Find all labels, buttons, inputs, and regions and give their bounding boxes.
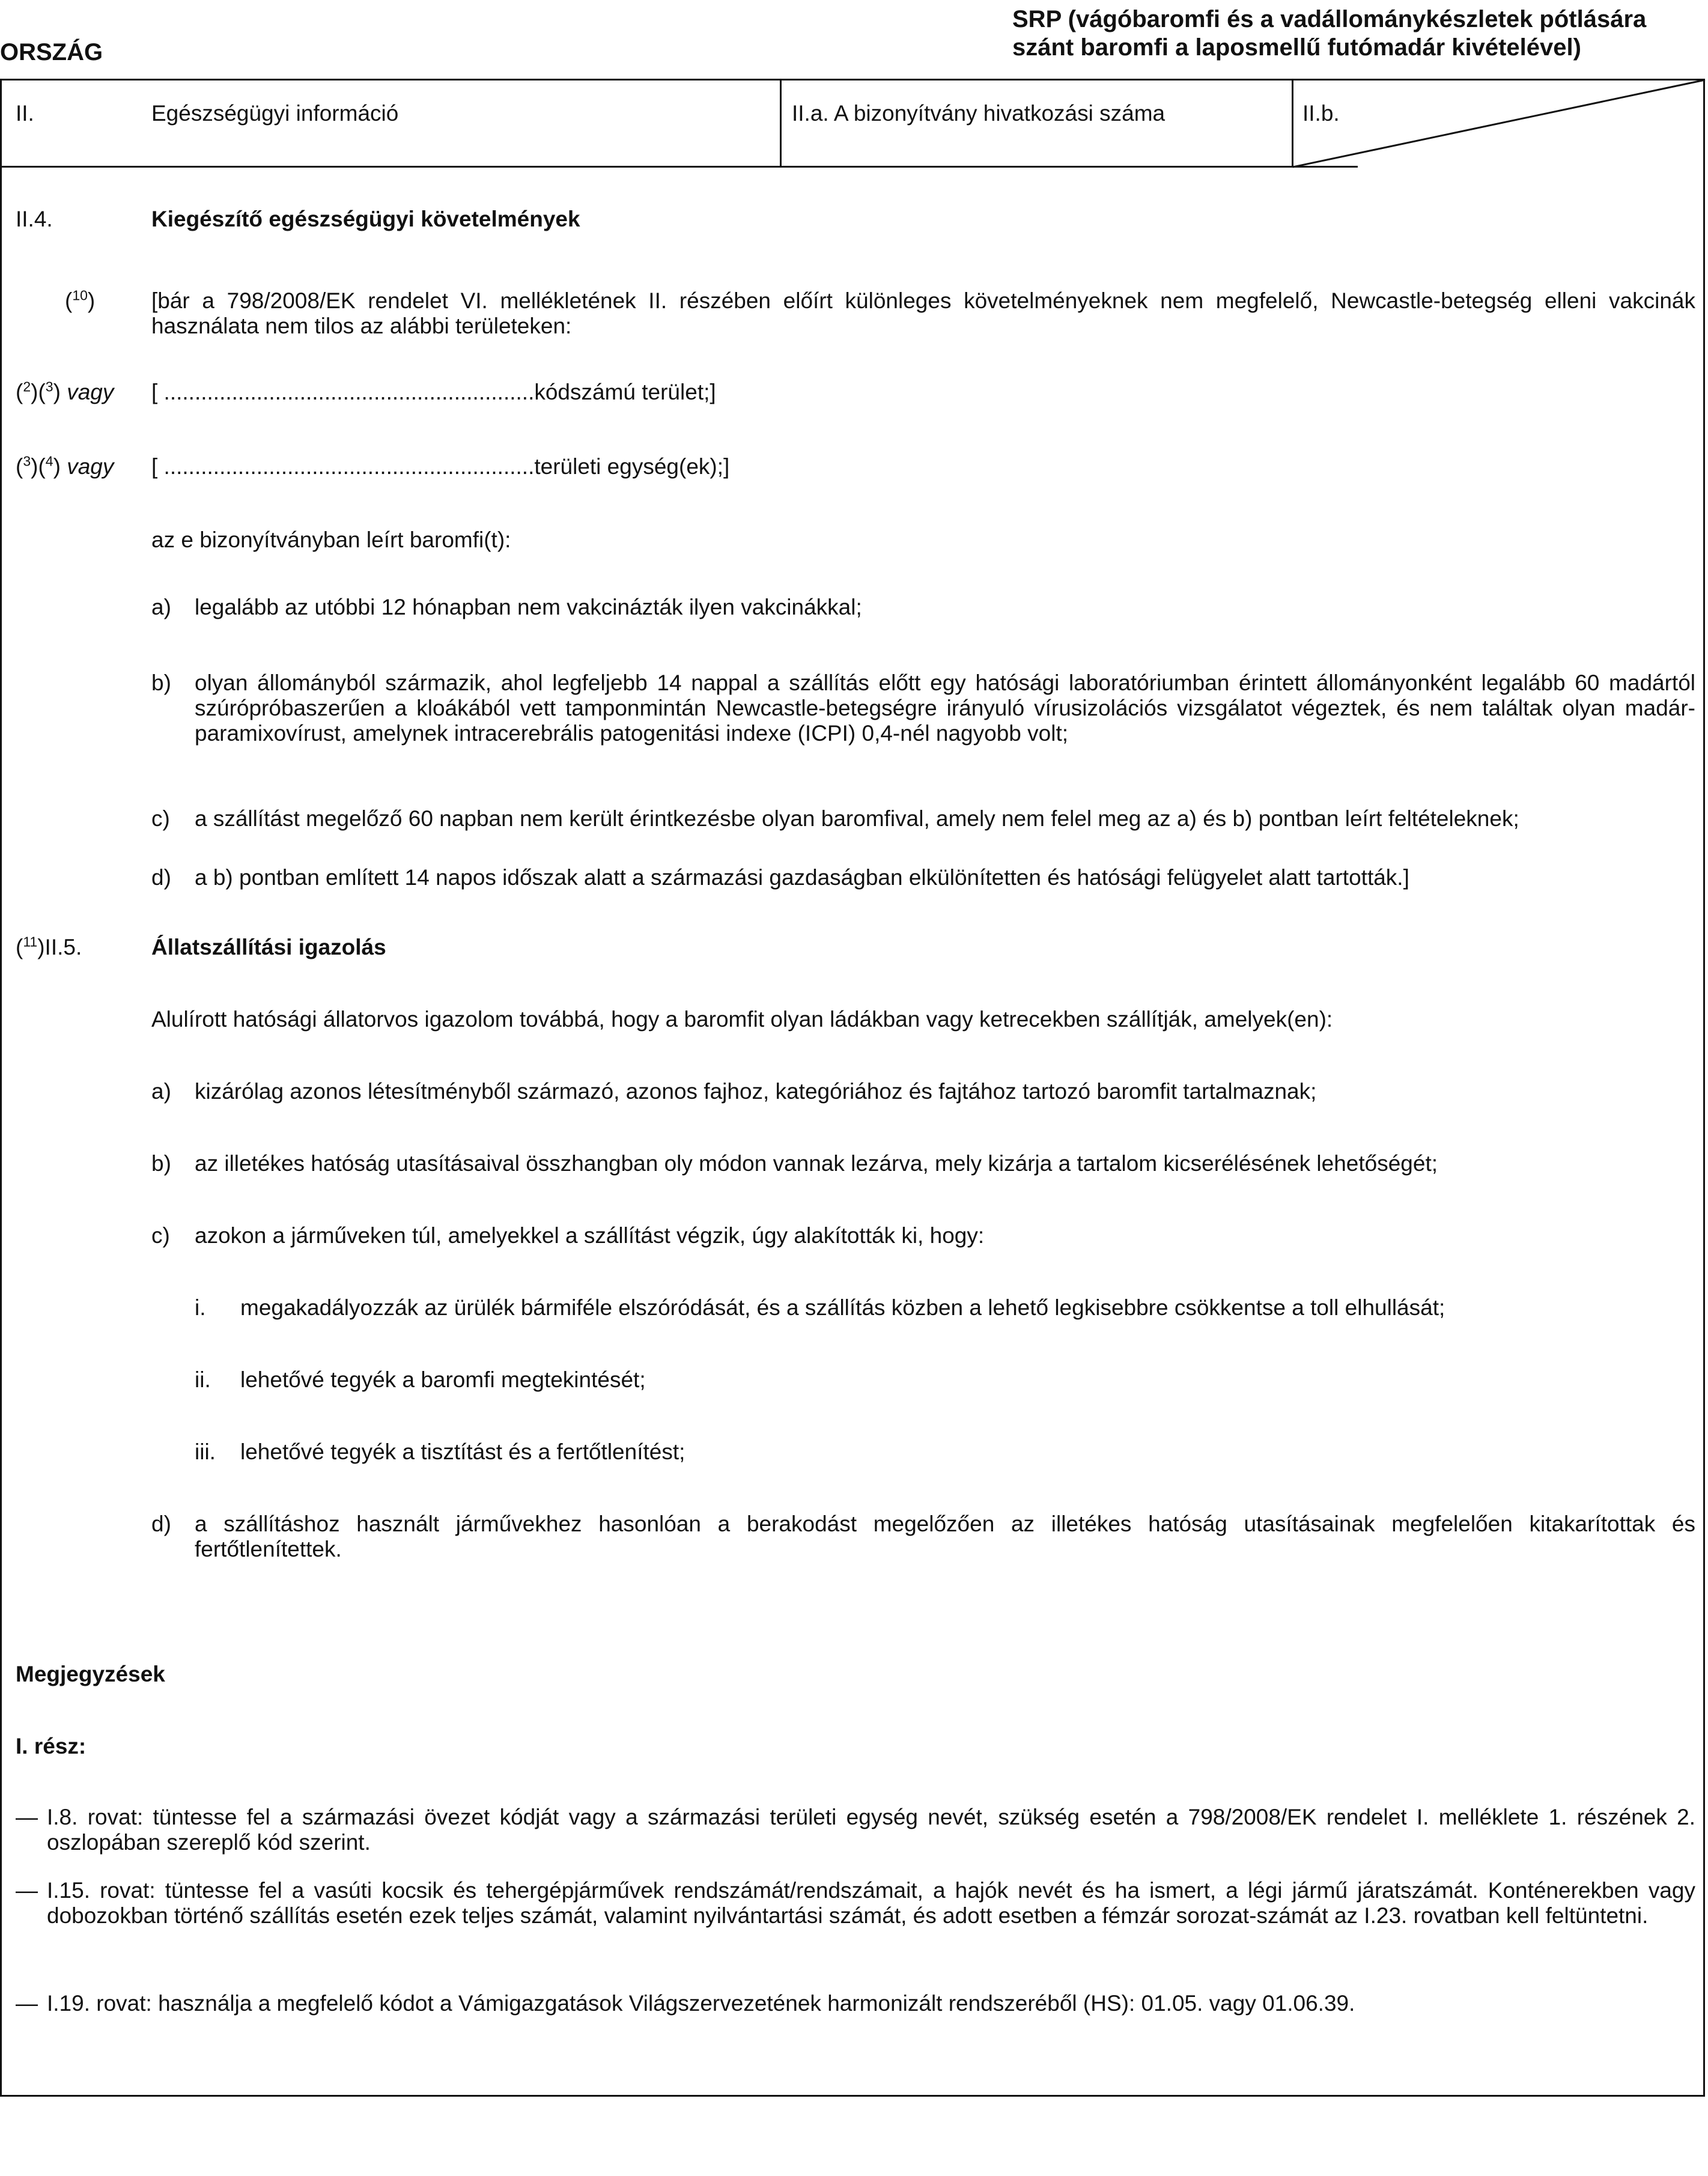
certificate-title: SRP (vágóbaromfi és a vadállománykészletek pótlására szánt baromfi a laposmellű futómadár kivételével) [1012, 6, 1647, 61]
table-col-iib: II.b. [1302, 101, 1340, 126]
notes-part-label: I. rész: [16, 1734, 87, 1758]
table-col-section: II. [16, 101, 34, 126]
sub-list-item: megakadályozzák az ürülék bármiféle elszóródását, és a szállítás közben a lehető legkisebbre csökkentse a toll elhullását; [240, 1295, 1445, 1320]
note-dash: — [16, 1805, 38, 1829]
footnote-ref: ($^{10}$) [65, 287, 96, 313]
subitem-label: iii. [195, 1439, 216, 1464]
table-col-title: Egészségügyi információ [151, 101, 399, 126]
note-item: I.8. rovat: tüntesse fel a származási övezet kódját vagy a származási területi egység nevét, szükség esetén a 798/2008/EK rendelet I. melléklete 1. részének 2. oszlopában szereplő kód szerint. [47, 1805, 1695, 1855]
country-label: ORSZÁG [0, 39, 103, 65]
list-item: a b) pontban említett 14 napos időszak alatt a származási gazdaságban elkülönítetten és hatósági felügyelet alatt tartották.] [195, 865, 1409, 890]
sub-list-item: lehetővé tegyék a baromfi megtekintését; [240, 1367, 646, 1392]
note-item: I.19. rovat: használja a megfelelő kódot a Vámigazgatások Világszervezetének harmonizált rendszeréből (HS): 01.05. vagy 01.06.39. [47, 1991, 1355, 2016]
item-label: d) [151, 1512, 171, 1536]
paragraph: az e bizonyítványban leírt baromfi(t): [151, 527, 511, 552]
item-label: c) [151, 806, 170, 831]
option-label: ($^3$)($^4$) vagy [16, 453, 114, 479]
list-item: olyan állományból származik, ahol legfeljebb 14 nappal a szállítás előtt egy hatósági laboratóriumban érintett állományonként legalább 60 madártól szúrópróbaszerűen a kloákából vett tamponmintán Newcastle-betegségre irányuló vírusizolációs vizsgálatot végeztek, és nem találtak olyan madár-paramixovírust, amelynek intracerebrális patogenitási indexe (ICPI) 0,4-nél nagyobb volt; [195, 670, 1695, 746]
item-label: b) [151, 1151, 171, 1176]
section-title: Állatszállítási igazolás [151, 935, 386, 959]
fill-line: [ ............................................................területi egység(ek);] [151, 454, 730, 479]
note-item: I.15. rovat: tüntesse fel a vasúti kocsik és tehergépjárművek rendszámát/rendszámait, a hajók nevét és ha ismert, a légi jármű járatszámát. Konténerekben vagy dobozokban történő szállítás esetén ezek teljes számát, valamint nyilvántartási számát, és adott esetben a fémzár sorozat-számát az I.23. rovatban kell feltüntetni. [47, 1878, 1695, 1928]
note-dash: — [16, 1991, 38, 2016]
paragraph: Alulírott hatósági állatorvos igazolom továbbá, hogy a baromfit olyan ládákban vagy ketrecekben szállítják, amelyek(en): [151, 1007, 1333, 1032]
item-label: a) [151, 595, 171, 619]
note-dash: — [16, 1878, 38, 1903]
list-item: legalább az utóbbi 12 hónapban nem vakcinázták ilyen vakcinákkal; [195, 595, 862, 619]
item-label: a) [151, 1079, 171, 1104]
list-item: kizárólag azonos létesítményből származó, azonos fajhoz, kategóriához és fajtához tartozó baromfit tartalmaznak; [195, 1079, 1317, 1104]
subitem-label: ii. [195, 1367, 211, 1392]
sub-list-item: lehetővé tegyék a tisztítást és a fertőtlenítést; [240, 1439, 685, 1464]
list-item: a szállítást megelőző 60 napban nem került érintkezésbe olyan baromfival, amely nem felel meg az a) és b) pontban leírt feltételeknek; [195, 806, 1519, 831]
item-label: b) [151, 670, 171, 695]
notes-title: Megjegyzések [16, 1662, 165, 1686]
table-col-reference: II.a. A bizonyítvány hivatkozási száma [792, 101, 1166, 126]
fill-line: [ ............................................................kódszámú terület;] [151, 380, 716, 404]
option-label: ($^2$)($^3$) vagy [16, 378, 114, 404]
diagonal-rule [1292, 79, 1706, 169]
section-number: II.4. [16, 207, 53, 231]
section-title: Kiegészítő egészségügyi követelmények [151, 207, 580, 231]
list-item: az illetékes hatóság utasításaival összhangban oly módon vannak lezárva, mely kizárja a tartalom kicserélésének lehetőségét; [195, 1151, 1438, 1176]
paragraph: [bár a 798/2008/EK rendelet VI. mellékletének II. részében előírt különleges követelményeknek nem megfelelő, Newcastle-betegség elleni vakcinák használata nem tilos az alábbi területeken: [151, 288, 1695, 338]
item-label: c) [151, 1223, 170, 1248]
subitem-label: i. [195, 1295, 206, 1320]
list-item: a szállításhoz használt járművekhez hasonlóan a berakodást megelőzően az illetékes hatóság utasításainak megfelelően kitakarítottak és fertőtlenítettek. [195, 1512, 1695, 1561]
section-number: ($^{11}$)II.5. [16, 934, 82, 959]
list-item: azokon a járműveken túl, amelyekkel a szállítást végzik, úgy alakították ki, hogy: [195, 1223, 985, 1248]
item-label: d) [151, 865, 171, 890]
table-bottom-rule [0, 166, 1358, 168]
table-divider [780, 79, 782, 167]
